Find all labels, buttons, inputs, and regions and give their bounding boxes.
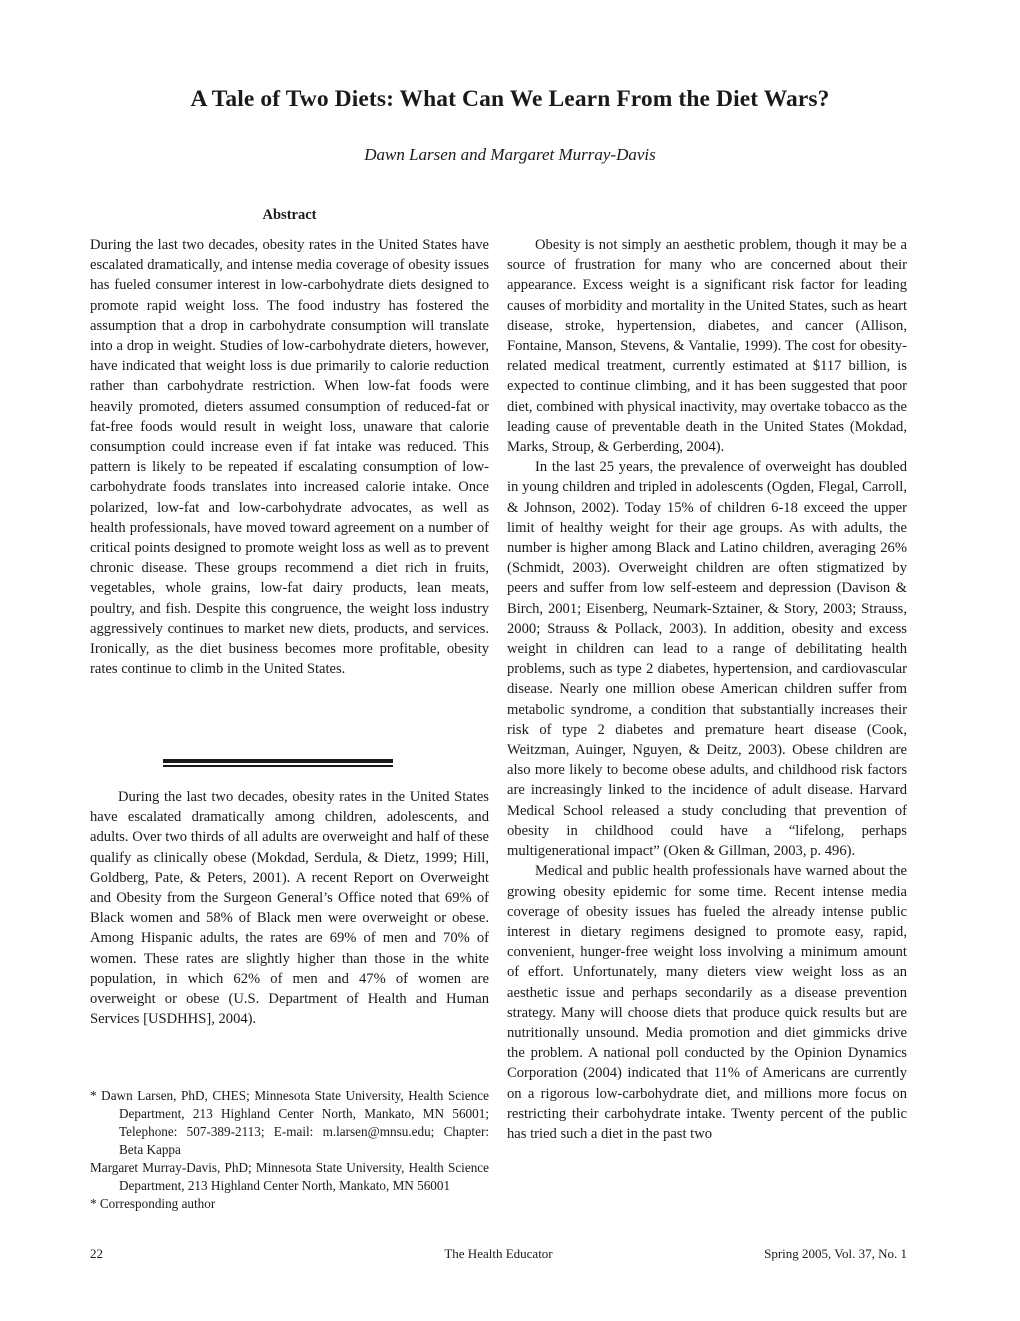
abstract-text: During the last two decades, obesity rates in the United States have escalated dramatically, and intense media coverage of obesity issues has fueled consumer interest in low-carbohydrate diets designed to promote rapid weight loss. The food industry has fostered the assumption that a drop in carbohydrate consumption will translate into a drop in weight. Studies of low-carbohydrate dieters, however, have indicated that weight loss is due primarily to calorie reduction rather than carbohydrate restriction. When low-fat foods were heavily promoted, dieters assumed consumption of reduced-fat or fat-free foods would result in weight loss, unaware that calorie consumption could increase even if fat intake was reduced. This pattern is likely to be repeated if escalating consumption of low-carbohydrate foods translates into increased calorie intake. Once polarized, low-fat and low-carbohydrate advocates, as well as health professionals, have moved toward agreement on a number of critical points designed to promote weight loss as well as to prevent chronic disease. These groups recommend a diet rich in fruits, vegetables, whole grains, low-fat dairy products, lean meats, poultry, and fish. Despite this congruence, the weight loss industry aggressively continues to market new diets, products, and services. Ironically, as the diet business becomes more profitable, obesity rates continue to climb in the United States. xyxy=(90,237,489,678)
body-paragraph-intro: During the last two decades, obesity rates in the United States have escalated dramatically among children, adolescents, and adults. Over two thirds of all adults are overweight and half of these qualify as clinically obese (Mokdad, Serdula, & Dietz, 1999; Hill, Goldberg, Pate, & Peters, 2001). A recent Report on Overweight and Obesity from the Surgeon General’s Office noted that 69% of Black women and 58% of Black men were overweight or obese. Among Hispanic adults, the rates are 69% of men and 70% of women. These rates are slightly higher than those in the white population, in which 62% of men and 47% of women are overweight or obese (U.S. Department of Health and Human Services [USDHHS], 2004). xyxy=(90,789,489,1028)
footnote-second-author: Margaret Murray-Davis, PhD; Minnesota State University, Health Science Department, 213 Highland Center North, Mankato, MN 56001 xyxy=(90,1160,489,1193)
divider-thick-rule xyxy=(163,759,393,763)
footnotes xyxy=(90,1087,489,1213)
abstract-heading: Abstract xyxy=(262,207,317,223)
article-authors: Dawn Larsen and Margaret Murray-Davis xyxy=(364,145,656,164)
body-paragraph-obesity-risk: Obesity is not simply an aesthetic problem, though it may be a source of frustration for many who are concerned about their appearance. Excess weight is a significant risk factor for leading causes of morbidity and mortality in the United States, such as heart disease, stroke, hypertension, diabetes, and cancer (Allison, Fontaine, Manson, Stevens, & Vantalie, 1999). The cost for obesity-related medical treatment, currently estimated at $117 billion, is expected to continue climbing, and it has been suggested that poor diet, combined with physical inactivity, may overtake tobacco as the leading cause of preventable death in the United States (Mokdad, Marks, Stroup, & Gerberding, 2004). xyxy=(507,237,907,456)
section-divider xyxy=(163,759,393,768)
footer-issue: Spring 2005, Vol. 37, No. 1 xyxy=(764,1246,907,1261)
divider-thin-rule xyxy=(163,765,393,767)
body-paragraph-children: In the last 25 years, the prevalence of overweight has doubled in young children and tripled in adolescents (Ogden, Flegal, Carroll, & Johnson, 2002). Today 15% of children 6-18 exceed the upper limit of healthy weight for their age groups. As with adults, the number is higher among Black and Latino children, averaging 26% (Schmidt, 2003). Overweight children are often stigmatized by peers and suffer from low self-esteem and depression (Davison & Birch, 2001; Eisenberg, Neumark-Sztainer, & Story, 2003; Strauss, 2000; Strauss & Pollack, 2003). In addition, obesity and excess weight in children can lead to a range of debilitating health problems, such as type 2 diabetes, hypertension, and cardiovascular disease. Nearly one million obese American children suffer from metabolic syndrome, a condition that substantially increases their risk of type 2 diabetes and premature heart disease (Cook, Weitzman, Auinger, Nguyen, & Deitz, 2003). Obese children are also more likely to become obese adults, and childhood risk factors are increasingly linked to the incidence of adult disease. Harvard Medical School released a study concluding that prevention of obesity in childhood could have a “lifelong, perhaps multigenerational impact” (Oken & Gillman, 2003, p. 496). xyxy=(507,459,907,860)
body-paragraph-media: Medical and public health professionals have warned about the growing obesity epidemic for some time. Recent intense media coverage of obesity issues has fueled the already intense public interest in dietary regimens designed to promote easy, rapid, convenient, hunger-free weight loss involving a minimum amount of effort. Unfortunately, many dieters view weight loss as an aesthetic issue and perhaps secondarily as a disease prevention strategy. Many will choose diets that produce quick results but are nutritionally unsound. Media promotion and diet gimmicks drive the problem. A national poll conducted by the Opinion Dynamics Corporation (2004) indicated that 11% of Americans are currently on a rigorous low-carbohydrate diet, and millions more focus on restricting their carbohydrate intake. Twenty percent of the public has tried such a diet in the past two xyxy=(507,863,907,1142)
page-footer xyxy=(90,1246,907,1266)
body-left-column xyxy=(90,787,489,1029)
footer-page-number: 22 xyxy=(90,1246,103,1261)
abstract-column xyxy=(90,235,489,679)
footer-journal: The Health Educator xyxy=(444,1246,553,1261)
body-right-column xyxy=(507,235,907,1144)
footnote-corresponding: * Corresponding author xyxy=(90,1196,216,1211)
footnote-first-author: * Dawn Larsen, PhD, CHES; Minnesota State University, Health Science Department, 213 Highland Center North, Mankato, MN 56001; Telephone: 507-389-2113; E-mail: m.larsen@mnsu.edu; Chapter: Beta Kappa xyxy=(90,1088,489,1157)
article-title: A Tale of Two Diets: What Can We Learn From the Diet Wars? xyxy=(190,86,830,112)
